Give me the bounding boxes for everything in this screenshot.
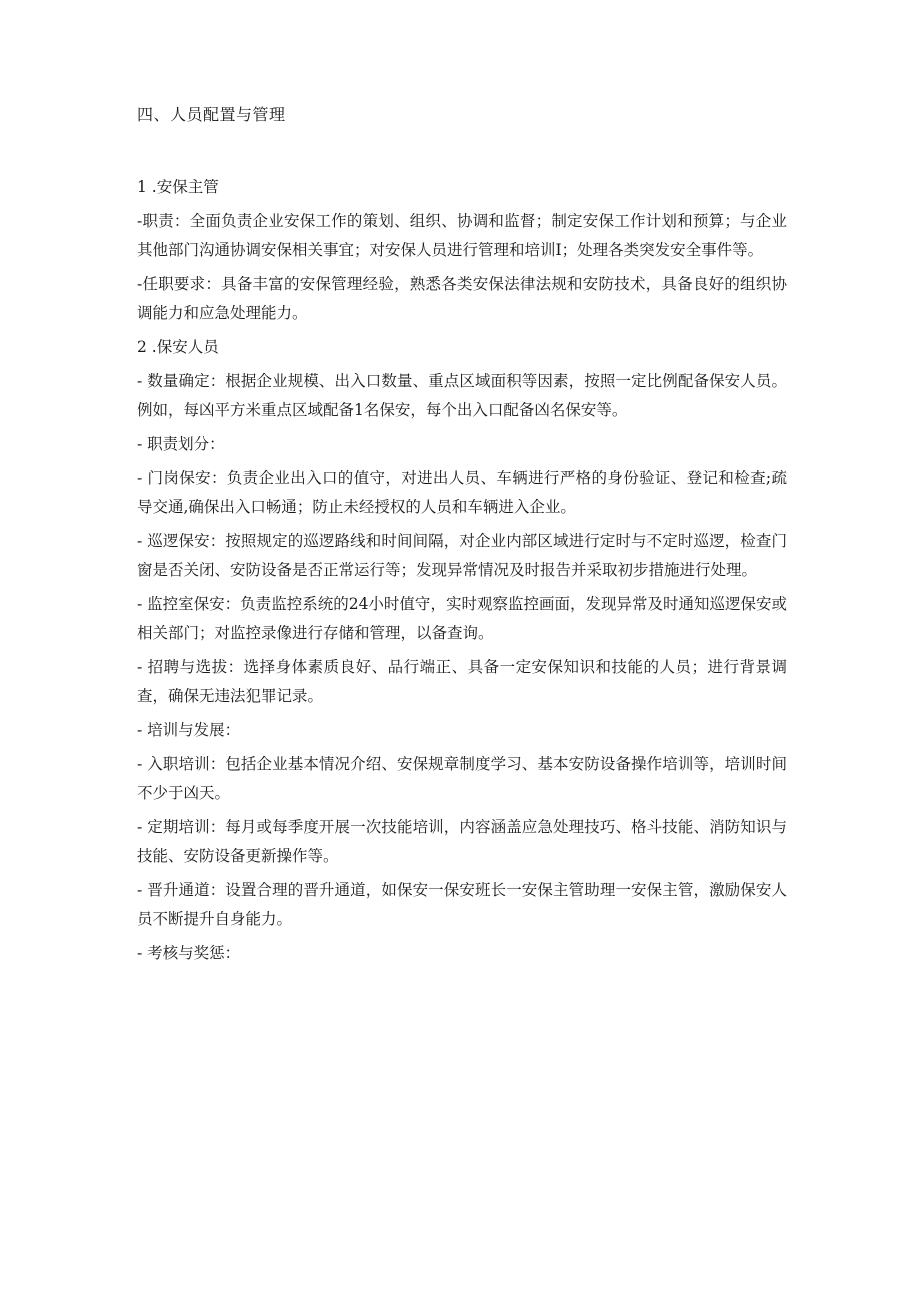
paragraph-supervisor-duties: -职责：全面负责企业安保工作的策划、组织、协调和监督；制定安保工作计划和预算；与企业其他部门沟通协调安保相关事宜；对安保人员进行管理和培训I；处理各类突发安全事件等。 bbox=[137, 212, 787, 259]
document-body bbox=[137, 173, 787, 973]
paragraph-training-development: - 培训与发展： bbox=[137, 721, 241, 739]
paragraph-supervisor-requirements: -任职要求：具备丰富的安保管理经验，熟悉各类安保法律法规和安防技术，具备良好的组织协调能力和应急处理能力。 bbox=[137, 275, 787, 322]
paragraph-patrol-guard: - 巡逻保安：按照规定的巡逻路线和时间间隔，对企业内部区域进行定时与不定时巡逻，检查门窗是否关闭、安防设备是否正常运行等；发现异常情况及时报告并采取初步措施进行处理。 bbox=[137, 532, 787, 579]
section-heading: 四、人员配置与管理 bbox=[137, 105, 286, 124]
paragraph-assessment: - 考核与奖惩： bbox=[137, 944, 241, 962]
paragraph-promotion-path: - 晋升通道：设置合理的晋升通道，如保安一保安班长一安保主管助理一安保主管，激励保安人员不断提升自身能力。 bbox=[137, 881, 787, 928]
paragraph-onboarding-training: - 入职培训：包括企业基本情况介绍、安保规章制度学习、基本安防设备操作培训等，培训时间不少于凶天。 bbox=[137, 755, 787, 802]
paragraph-guard-quantity: - 数量确定：根据企业规模、出入口数量、重点区域面积等因素，按照一定比例配备保安人员。例如，每凶平方米重点区域配备1名保安，每个出入口配备凶名保安等。 bbox=[137, 372, 787, 419]
paragraph-periodic-training: - 定期培训：每月或每季度开展一次技能培训，内容涵盖应急处理技巧、格斗技能、消防知识与技能、安防设备更新操作等。 bbox=[137, 818, 787, 865]
paragraph-recruitment: - 招聘与选拔：选择身体素质良好、品行端正、具备一定安保知识和技能的人员；进行背景调查，确保无违法犯罪记录。 bbox=[137, 658, 787, 705]
item-heading-security-supervisor: 1 .安保主管 bbox=[137, 178, 219, 196]
paragraph-monitoring-guard: - 监控室保安：负责监控系统的24小时值守，实时观察监控画面，发现异常及时通知巡逻保安或相关部门；对监控录像进行存储和管理，以备查询。 bbox=[137, 595, 787, 642]
paragraph-gate-guard: - 门岗保安：负责企业出入口的值守，对进出人员、车辆进行严格的身份验证、登记和检查;疏导交通,确保出入口畅通；防止未经授权的人员和车辆进入企业。 bbox=[137, 469, 787, 516]
paragraph-duty-division: - 职责划分： bbox=[137, 435, 225, 453]
item-heading-security-guards: 2 .保安人员 bbox=[137, 338, 219, 356]
